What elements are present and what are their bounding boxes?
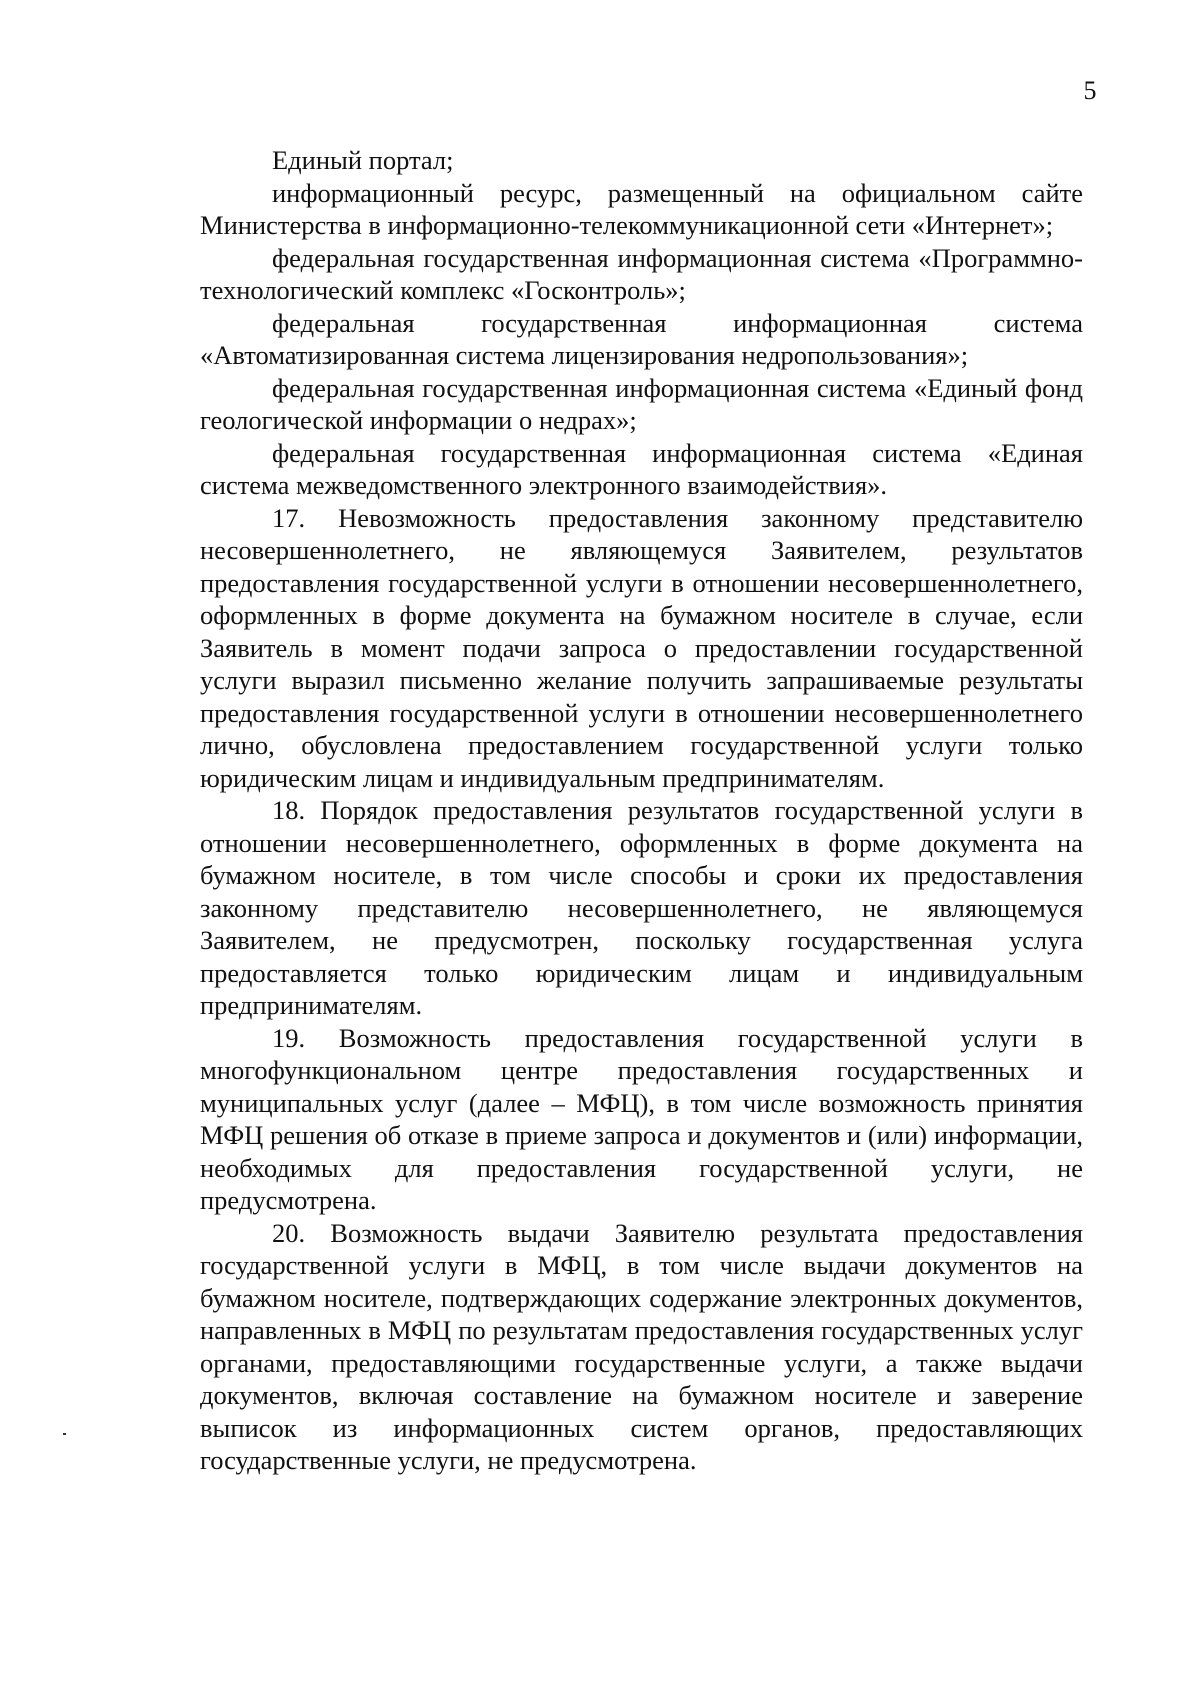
document-body — [200, 144, 1083, 1477]
paragraph-item-20: 20. Возможность выдачи Заявителю результата предоставления государственной услуги в МФЦ, в том числе выдачи документов на бумажном носителе, подтверждающих содержание электронных документов, направленных в МФЦ по результатам предоставления государственных услуг органами, предоставляющими государственные услуги, а также выдачи документов, включая составление на бумажном носителе и заверение выписок из информационных систем органов, предоставляющих государственные услуги, не предусмотрена. — [200, 1217, 1083, 1475]
paragraph-item-18: 18. Порядок предоставления результатов государственной услуги в отношении несовершеннолетнего, оформленных в форме документа на бумажном носителе, в том числе способы и сроки их предоставления законному представителю несовершеннолетнего, не являющемуся Заявителем, не предусмотрен, поскольку государственная услуга предоставляется только юридическим лицам и индивидуальным предпринимателям. — [200, 795, 1083, 1020]
paragraph-goskontrol-system: федеральная государственная информационная система «Программно-технологический комплекс «Госконтроль»; — [200, 242, 1083, 305]
paragraph-interagency-system: федеральная государственная информационная система «Единая система межведомственного электронного взаимодействия». — [200, 437, 1083, 500]
page-number: 5 — [1083, 76, 1097, 105]
paragraph-ministry-website: информационный ресурс, размещенный на официальном сайте Министерства в информационно-телекоммуникационной сети «Интернет»; — [200, 177, 1083, 240]
paragraph-single-portal: Единый портал; — [272, 145, 454, 175]
paragraph-geological-fund-system: федеральная государственная информационная система «Единый фонд геологической информации о недрах»; — [200, 372, 1083, 435]
paragraph-item-17: 17. Невозможность предоставления законному представителю несовершеннолетнего, не являющемуся Заявителем, результатов предоставления государственной услуги в отношении несовершеннолетнего, оформленных в форме документа на бумажном носителе в случае, если Заявитель в момент подачи запроса о предоставлении государственной услуги выразил письменно желание получить запрашиваемые результаты предоставления государственной услуги в отношении несовершеннолетнего лично, обусловлена предоставлением государственной услуги только юридическим лицам и индивидуальным предпринимателям. — [200, 502, 1083, 793]
scan-speck — [63, 1433, 66, 1435]
paragraph-licensing-system: федеральная государственная информационная система «Автоматизированная система лицензирования недропользования»; — [200, 307, 1083, 370]
paragraph-item-19: 19. Возможность предоставления государственной услуги в многофункциональном центре предоставления государственных и муниципальных услуг (далее – МФЦ), в том числе возможность принятия МФЦ решения об отказе в приеме запроса и документов и (или) информации, необходимых для предоставления государственной услуги, не предусмотрена. — [200, 1022, 1083, 1215]
